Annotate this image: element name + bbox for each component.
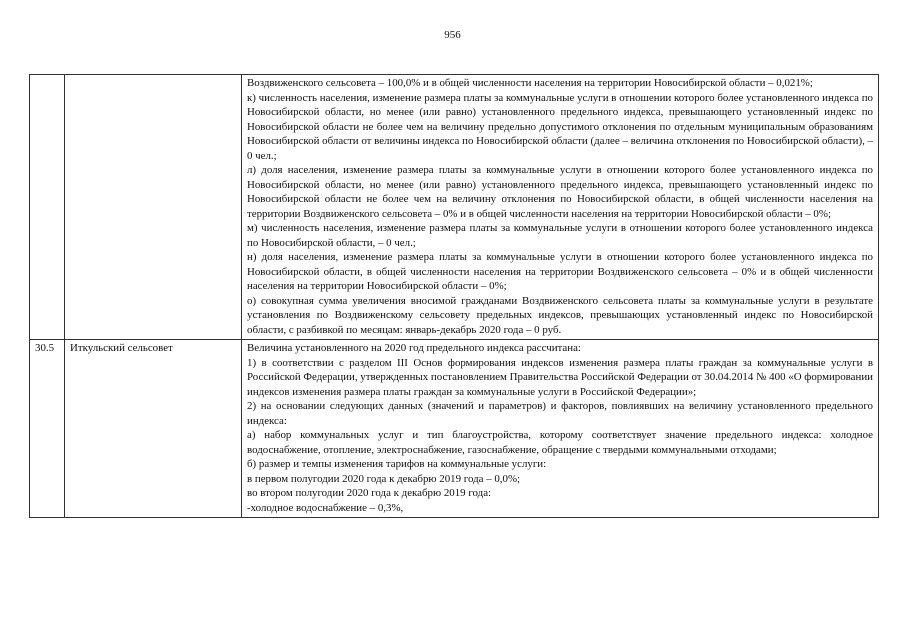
row-number-cell xyxy=(30,75,65,340)
document-table xyxy=(29,74,879,518)
row-name-cell xyxy=(65,340,242,518)
paragraph: к) численность населения, изменение размера платы за коммунальные услуги в отношении которого более установленного индекса по Новосибирской области, но менее (или равно) установленного предельного индекса, превышающего установленный индекс по Новосибирской области не более чем на величину предельно допустимого отклонения по отдельным муниципальным образованиям Новосибирской области от величины индекса по Новосибирской области (далее – величина отклонения по Новосибирской области), – 0 чел.; xyxy=(247,91,873,162)
page-number: 956 xyxy=(444,29,461,41)
paragraph: в первом полугодии 2020 года к декабрю 2019 года – 0,0%; xyxy=(247,472,521,485)
paragraph: Воздвиженского сельсовета – 100,0% и в общей численности населения на территории Новосибирской области – 0,021%; xyxy=(247,77,813,89)
paragraph: м) численность населения, изменение размера платы за коммунальные услуги в отношении которого более установленного индекса по Новосибирской области, – 0 чел.; xyxy=(247,222,873,249)
paragraph: б) размер и темпы изменения тарифов на коммунальные услуги: xyxy=(247,458,547,470)
row-text-cell xyxy=(242,340,879,518)
row-name-cell xyxy=(65,75,242,340)
row-number-cell xyxy=(30,340,65,518)
table-row xyxy=(30,75,879,340)
row-text-cell xyxy=(242,75,879,340)
paragraph: о) совокупная сумма увеличения вносимой гражданами Воздвиженского сельсовета платы за коммунальные услуги в результате установления по Воздвиженскому сельсовету предельных индексов, превышающих установленный индекс по Новосибирской области, с разбивкой по месяцам: январь-декабрь 2020 года – 0 руб. xyxy=(247,294,873,336)
paragraph: л) доля населения, изменение размера платы за коммунальные услуги в отношении которого более установленного индекса по Новосибирской области, но менее (или равно) установленного предельного индекса, превышающего установленный индекс по Новосибирской области не более чем на величину отклонения по Новосибирской области, в общей численности населения на территории Воздвиженского сельсовета – 0% и в общей численности населения на территории Новосибирской области – 0%; xyxy=(247,164,873,220)
paragraph: во втором полугодии 2020 года к декабрю 2019 года: xyxy=(247,487,492,499)
paragraph: а) набор коммунальных услуг и тип благоустройства, которому соответствует значение предельного индекса: холодное водоснабжение, отопление, электроснабжение, газоснабжение, обращение с твердыми коммунальными отходами; xyxy=(247,429,873,456)
table-row xyxy=(30,340,879,518)
paragraph: 1) в соответствии с разделом III Основ формирования индексов изменения размера платы граждан за коммунальные услуги в Российской Федерации, утвержденных постановлением Правительства Российской Федерации от 30.04.2014 № 400 «О формировании индексов изменения размера платы граждан за коммунальные услуги в Российской Федерации»; xyxy=(247,356,873,398)
row-number: 30.5 xyxy=(35,342,55,354)
row-name: Иткульский сельсовет xyxy=(70,342,173,354)
paragraph: 2) на основании следующих данных (значений и параметров) и факторов, повлиявших на величину установленного предельного индекса: xyxy=(247,400,873,427)
paragraph: Величина установленного на 2020 год предельного индекса рассчитана: xyxy=(247,342,581,354)
paragraph: -холодное водоснабжение – 0,3%, xyxy=(247,501,404,514)
paragraph: н) доля населения, изменение размера платы за коммунальные услуги в отношении которого более установленного индекса по Новосибирской области, в общей численности населения на территории Воздвиженского сельсовета – 0% и в общей численности населения на территории Новосибирской области – 0%; xyxy=(247,251,873,292)
